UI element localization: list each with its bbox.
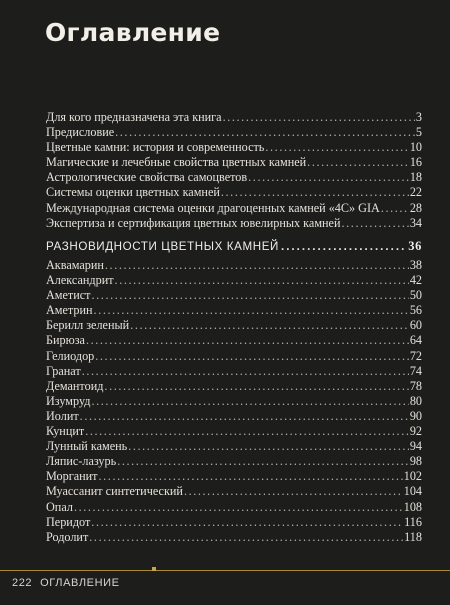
toc-stone-list <box>46 258 422 545</box>
toc-entry[interactable] <box>46 110 422 125</box>
toc-entry[interactable] <box>46 394 422 409</box>
toc-entry-page: 94 <box>409 439 422 454</box>
toc-entry[interactable] <box>46 185 422 200</box>
toc-entry-page: 34 <box>409 215 422 230</box>
dot-leader <box>184 484 403 499</box>
toc-entry-label: Предисловие <box>46 125 115 140</box>
dot-leader <box>128 439 409 454</box>
dot-leader <box>381 201 409 216</box>
toc-entry[interactable] <box>46 303 422 318</box>
toc-entry-label: Аметрин <box>46 303 93 318</box>
toc-entry-page: 64 <box>409 333 422 348</box>
section-heading-page: 36 <box>408 239 422 253</box>
dot-leader <box>307 155 409 170</box>
toc-entry-page: 118 <box>404 529 422 544</box>
toc-entry-label: Аметист <box>46 288 91 303</box>
toc-section-heading[interactable] <box>46 236 422 256</box>
toc-entry-label: Цветные камни: история и современность <box>46 140 265 155</box>
dot-leader <box>86 333 409 348</box>
toc-entry-page: 50 <box>409 288 422 303</box>
toc-entry-label: Муассанит синтетический <box>46 484 183 499</box>
dot-leader <box>95 349 409 364</box>
dot-leader <box>105 258 409 273</box>
toc-entry-page: 78 <box>409 378 422 393</box>
toc-entry[interactable] <box>46 515 422 530</box>
toc-entry-label: Родолит <box>46 529 89 544</box>
toc-entry-page: 74 <box>409 363 422 378</box>
toc-entry-label: Изумруд <box>46 393 91 408</box>
toc-entry-label: Системы оценки цветных камней <box>46 185 220 200</box>
toc-entry-label: Кунцит <box>46 424 85 439</box>
dot-leader <box>130 318 409 333</box>
toc-entry-page: 102 <box>403 469 422 484</box>
dot-leader <box>117 454 409 469</box>
toc-entry-page: 22 <box>409 185 422 200</box>
toc-entry[interactable] <box>46 424 422 439</box>
toc-entry-page: 104 <box>403 484 422 499</box>
toc-entry-page: 18 <box>409 170 422 185</box>
toc-entry-label: Гелиодор <box>46 348 95 363</box>
toc-entry-label: Магические и лечебные свойства цветных камней <box>46 155 307 170</box>
toc-entry-label: Демантоид <box>46 378 104 393</box>
toc-entry-page: 108 <box>403 499 422 514</box>
toc-entry-label: Гранат <box>46 363 81 378</box>
dot-leader <box>248 170 409 185</box>
toc-entry-page: 42 <box>409 273 422 288</box>
toc-entry[interactable] <box>46 288 422 303</box>
toc-entry[interactable] <box>46 409 422 424</box>
toc-entry-page: 80 <box>409 393 422 408</box>
dot-leader <box>91 394 408 409</box>
toc-entry-label: Бирюза <box>46 333 85 348</box>
dot-leader <box>92 288 409 303</box>
dot-leader <box>85 424 409 439</box>
footer-running-title: ОГЛАВЛЕНИЕ <box>40 577 120 589</box>
dot-leader <box>221 185 409 200</box>
toc-entry-page: 56 <box>409 303 422 318</box>
toc-entry-label: Берилл зеленый <box>46 318 130 333</box>
toc-entry-label: Опал <box>46 499 73 514</box>
toc-entry[interactable] <box>46 273 422 288</box>
toc-entry[interactable] <box>46 170 422 185</box>
toc-entry[interactable] <box>46 216 422 231</box>
footer-rule <box>0 570 450 571</box>
dot-leader <box>281 237 406 257</box>
toc-entry-page: 60 <box>409 318 422 333</box>
toc-entry-label: Ляпис-лазурь <box>46 454 117 469</box>
toc-entry-label: Международная система оценки драгоценных камней «4С» GIA <box>46 200 380 215</box>
toc-entry[interactable] <box>46 439 422 454</box>
toc-entry[interactable] <box>46 201 422 216</box>
toc-entry-page: 90 <box>409 408 422 423</box>
toc-entry-page: 16 <box>409 155 422 170</box>
dot-leader <box>115 125 415 140</box>
toc-entry-page: 10 <box>409 140 422 155</box>
toc-entry[interactable] <box>46 318 422 333</box>
toc-entry-page: 28 <box>409 200 422 215</box>
toc-entry-label: Иолит <box>46 408 79 423</box>
toc-entry[interactable] <box>46 530 422 545</box>
dot-leader <box>115 273 409 288</box>
toc-entry-page: 92 <box>409 424 422 439</box>
toc-entry-label: Экспертиза и сертификация цветных ювелирных камней <box>46 215 341 230</box>
dot-leader <box>91 515 403 530</box>
dot-leader <box>89 530 403 545</box>
toc-entry-label: Перидот <box>46 514 91 529</box>
toc-entry[interactable] <box>46 484 422 499</box>
section-heading-label: РАЗНОВИДНОСТИ ЦВЕТНЫХ КАМНЕЙ <box>46 240 279 253</box>
toc-entry[interactable] <box>46 454 422 469</box>
toc-entry[interactable] <box>46 379 422 394</box>
toc-entry-label: Аквамарин <box>46 258 104 272</box>
toc-entry-label: Лунный камень <box>46 439 128 454</box>
toc-entry-page: 3 <box>415 110 422 124</box>
toc-entry[interactable] <box>46 364 422 379</box>
toc-entry-page: 38 <box>409 258 422 272</box>
dot-leader <box>342 216 409 231</box>
toc-entry-page: 72 <box>409 348 422 363</box>
toc-entry-page: 98 <box>409 454 422 469</box>
dot-leader <box>265 140 408 155</box>
dot-leader <box>99 469 403 484</box>
toc-entry-page: 5 <box>415 125 422 140</box>
toc-entry[interactable] <box>46 500 422 515</box>
toc-section-heading-wrap <box>46 236 422 256</box>
toc-entry[interactable] <box>46 349 422 364</box>
toc-entry-label: Морганит <box>46 469 98 484</box>
toc-entry[interactable] <box>46 140 422 155</box>
dot-leader <box>80 409 409 424</box>
dot-leader <box>74 500 403 515</box>
toc-entry-label: Астрологические свойства самоцветов <box>46 170 248 185</box>
toc-entry-page: 116 <box>404 514 422 529</box>
footer-rule-accent <box>152 567 156 571</box>
toc-entry[interactable] <box>46 469 422 484</box>
page-footer <box>12 577 120 589</box>
toc-entry[interactable] <box>46 258 422 273</box>
dot-leader <box>94 303 409 318</box>
dot-leader <box>223 110 415 125</box>
toc-entry[interactable] <box>46 125 422 140</box>
dot-leader <box>82 364 409 379</box>
toc-entry[interactable] <box>46 333 422 348</box>
page-title: Оглавление <box>45 18 221 47</box>
toc-entry-label: Для кого предназначена эта книга <box>46 110 222 124</box>
toc-entry[interactable] <box>46 155 422 170</box>
toc-entry-label: Александрит <box>46 273 114 288</box>
toc-intro-list <box>46 110 422 231</box>
dot-leader <box>104 379 408 394</box>
footer-page-number: 222 <box>12 577 33 589</box>
